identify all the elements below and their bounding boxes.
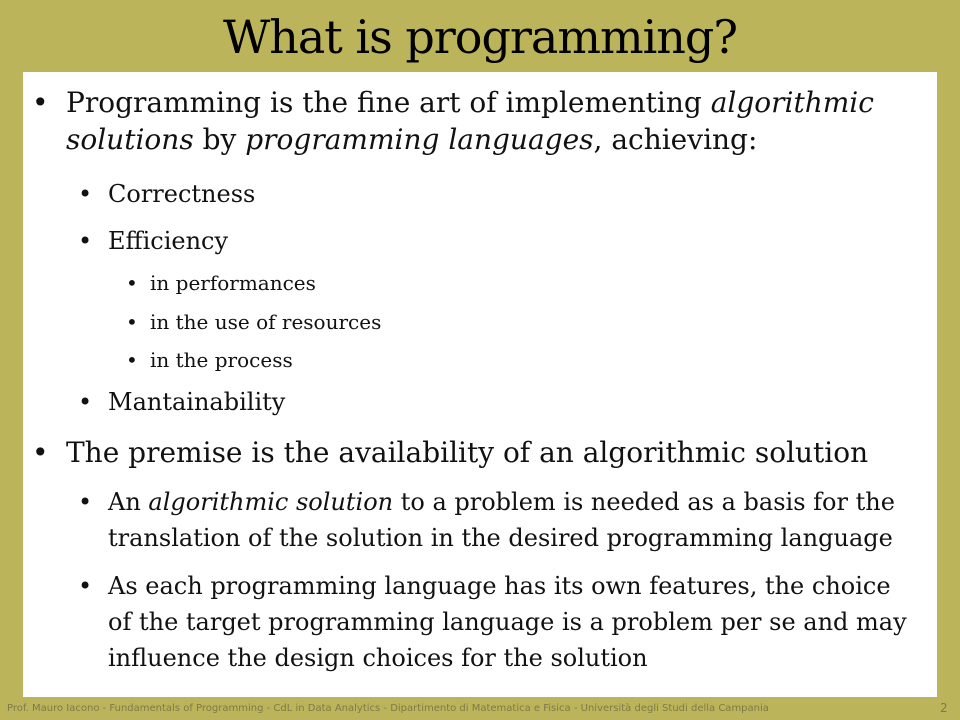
bullet-icon: • [78, 388, 93, 416]
bullet-icon: • [78, 180, 93, 208]
bullet-correctness: • Correctness [78, 176, 918, 212]
bullet-eff-performances: • in performances [126, 271, 316, 295]
bullet-icon: • [32, 86, 49, 119]
slide-footer: Prof. Mauro Iacono - Fundamentals of Programming - CdL in Data Analytics - Dipartimento di Matematica e Fisica - Università degli Studi della Campania [7, 703, 769, 714]
bullet-language-choice: • As each programming language has its own features, the choice of the target programming language is a problem per se and may influence the design choices for the solution [78, 568, 918, 676]
slide-title: What is programming? [222, 10, 738, 64]
bullet-icon: • [126, 271, 138, 295]
bullet-eff-process: • in the process [126, 348, 293, 372]
page-number: 2 [940, 701, 948, 715]
bullet-mantainability: • Mantainability [78, 384, 918, 420]
bullet-algorithmic-solution: • An algorithmic solution to a problem is needed as a basis for the translation of the solution in the desired programming language [78, 484, 918, 556]
bullet-premise: • The premise is the availability of an algorithmic solution [32, 436, 869, 469]
slide-content [23, 72, 937, 697]
bullet-icon: • [126, 310, 138, 334]
bullet-programming-definition: • Programming is the fine art of implementing algorithmic solutions by programming languages, achieving: [32, 86, 874, 156]
bullet-icon: • [78, 227, 93, 255]
bullet-icon: • [78, 488, 93, 516]
bullet-icon: • [78, 572, 93, 600]
bullet-icon: • [126, 348, 138, 372]
bullet-efficiency: • Efficiency [78, 223, 918, 259]
bullet-eff-resources: • in the use of resources [126, 310, 382, 334]
bullet-icon: • [32, 436, 49, 469]
